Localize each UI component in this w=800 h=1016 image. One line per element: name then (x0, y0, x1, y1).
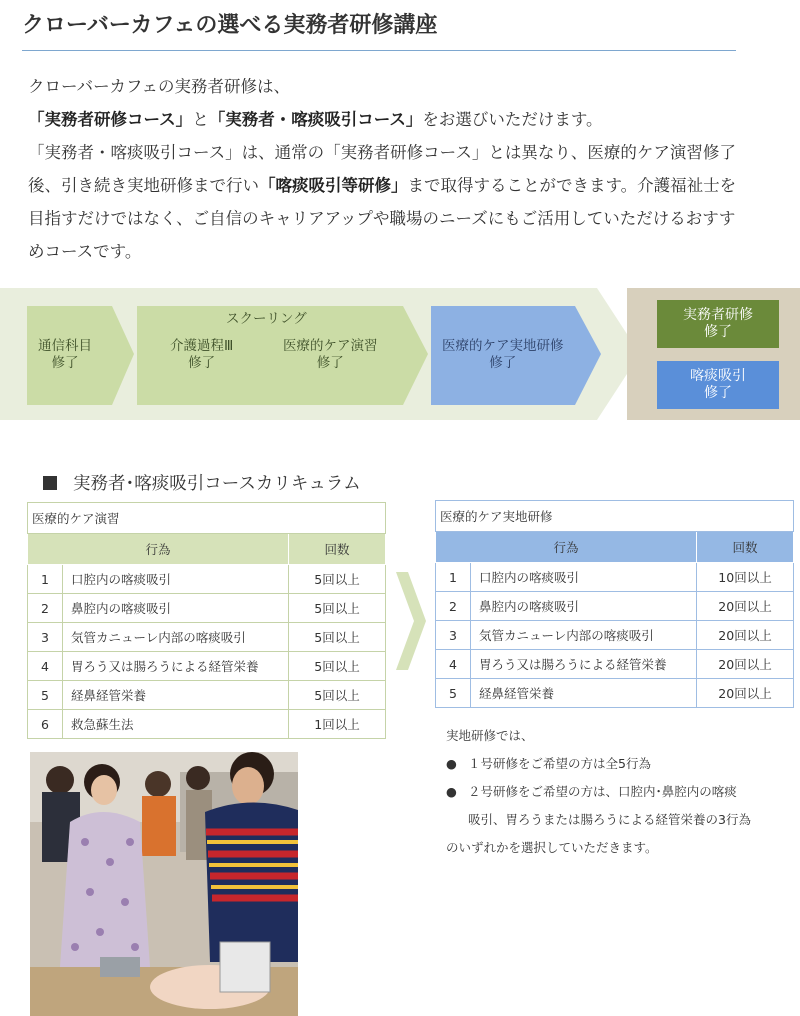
square-bullet-icon (43, 476, 57, 490)
row-number: 4 (28, 652, 63, 681)
row-count: 20回以上 (697, 650, 794, 679)
flow-step-2a-label: 介護過程Ⅲ (170, 338, 234, 354)
curriculum-heading (43, 470, 361, 495)
row-action: 口腔内の喀痰吸引 (471, 563, 697, 592)
row-number: 3 (436, 621, 471, 650)
intro-line-2-tail: をお選びいただけます。 (422, 110, 603, 129)
note-item-2 (446, 778, 796, 806)
row-action: 口腔内の喀痰吸引 (63, 565, 289, 594)
row-number: 1 (28, 565, 63, 594)
table-body (28, 565, 386, 739)
row-action: 経鼻経管栄養 (471, 679, 697, 708)
intro-line-2 (28, 103, 738, 136)
course-name-2: 「実務者・喀痰吸引コース」 (208, 110, 423, 129)
row-count: 20回以上 (697, 679, 794, 708)
row-action: 経鼻経管栄養 (63, 681, 289, 710)
table-caption: 医療的ケア演習 (28, 503, 386, 534)
result-suction-complete (657, 361, 779, 409)
note-item-1-text: １号研修をご希望の方は全5行為 (468, 756, 651, 771)
intro-line-1: クローバーカフェの実務者研修は、 (28, 77, 291, 96)
row-number: 5 (436, 679, 471, 708)
row-number: 2 (28, 594, 63, 623)
intro-highlight: 「喀痰吸引等研修」 (259, 176, 408, 195)
practice-notes (446, 722, 796, 862)
flow-step-2a (170, 338, 233, 372)
column-header-action: 行為 (28, 534, 289, 565)
table-row (28, 710, 386, 739)
row-count: 5回以上 (289, 565, 386, 594)
intro-line-3-pre: 「実務者・喀痰吸引コース」は、通常の「実務者研修コース」とは異なり、医療的ケア演習修了後、引き続き実地研修まで行い (28, 143, 736, 195)
curriculum-heading-text: 実務者･喀痰吸引コースカリキュラム (73, 474, 361, 494)
medical-care-exercise-table (27, 502, 386, 739)
column-header-count: 回数 (289, 534, 386, 565)
row-count: 5回以上 (289, 594, 386, 623)
table-caption: 医療的ケア実地研修 (436, 501, 794, 532)
training-photo (30, 752, 298, 1016)
result-2-label: 喀痰吸引 (690, 368, 746, 384)
note-item-2-text: ２号研修をご希望の方は、口腔内･鼻腔内の喀痰 (468, 784, 737, 799)
row-number: 2 (436, 592, 471, 621)
next-arrow-icon (396, 572, 426, 670)
row-number: 3 (28, 623, 63, 652)
clinical-practice-table (435, 500, 794, 708)
table-row (28, 681, 386, 710)
flow-step-2a-status: 修了 (188, 355, 216, 371)
intro-and: と (192, 110, 209, 129)
row-action: 胃ろう又は腸ろうによる経管栄養 (471, 650, 697, 679)
row-action: 気管カニューレ内部の喀痰吸引 (471, 621, 697, 650)
table-row (28, 565, 386, 594)
row-count: 20回以上 (697, 592, 794, 621)
table-body (436, 563, 794, 708)
row-action: 救急蘇生法 (63, 710, 289, 739)
row-number: 5 (28, 681, 63, 710)
row-count: 20回以上 (697, 621, 794, 650)
row-action: 気管カニューレ内部の喀痰吸引 (63, 623, 289, 652)
table-row (28, 623, 386, 652)
flow-step-1-label: 通信科目 (38, 338, 92, 354)
intro-line-3-post: まで取得することができます。介護福祉士を目指すだけではなく、ご自信のキャリアアップや職場のニーズにもご活用していただけるおすすめコースです。 (28, 176, 737, 261)
table-row (436, 563, 794, 592)
row-count: 5回以上 (289, 681, 386, 710)
note-item-2-cont: 吸引、胃ろうまたは腸ろうによる経管栄養の3行為 (468, 812, 751, 827)
column-header-action: 行為 (436, 532, 697, 563)
intro-paragraph (28, 136, 738, 268)
result-1-status: 修了 (704, 324, 732, 340)
table-row (436, 650, 794, 679)
row-action: 胃ろう又は腸ろうによる経管栄養 (63, 652, 289, 681)
row-number: 4 (436, 650, 471, 679)
row-action: 鼻腔内の喀痰吸引 (471, 592, 697, 621)
bullet-icon: ● (446, 784, 457, 799)
table-row (436, 679, 794, 708)
flow-step-3 (442, 338, 564, 372)
note-item-1 (446, 750, 796, 778)
table-row (28, 594, 386, 623)
row-number: 6 (28, 710, 63, 739)
flow-step-2b-label: 医療的ケア演習 (283, 338, 378, 354)
table-row (436, 621, 794, 650)
column-header-count: 回数 (697, 532, 794, 563)
result-practitioner-complete (657, 300, 779, 348)
row-action: 鼻腔内の喀痰吸引 (63, 594, 289, 623)
notes-outro: のいずれかを選択していただきます。 (446, 840, 658, 855)
training-photo-illustration (30, 752, 298, 1016)
course-flow (0, 288, 650, 420)
flow-schooling-label: スクーリング (226, 311, 307, 327)
flow-step-3-label: 医療的ケア実地研修 (442, 338, 564, 354)
row-count: 1回以上 (289, 710, 386, 739)
result-1-label: 実務者研修 (683, 307, 753, 323)
flow-step-1 (38, 338, 92, 372)
row-count: 5回以上 (289, 652, 386, 681)
intro-text (28, 70, 738, 268)
result-2-status: 修了 (704, 385, 732, 401)
row-number: 1 (436, 563, 471, 592)
course-name-1: 「実務者研修コース」 (28, 110, 193, 129)
notes-intro: 実地研修では、 (446, 728, 534, 743)
page-header (22, 10, 736, 51)
bullet-icon: ● (446, 756, 457, 771)
row-count: 5回以上 (289, 623, 386, 652)
table-row (436, 592, 794, 621)
page-title: クローバーカフェの選べる実務者研修講座 (22, 13, 438, 38)
flow-step-2b-status: 修了 (316, 355, 344, 371)
flow-step-3-status: 修了 (489, 355, 517, 371)
table-row (28, 652, 386, 681)
row-count: 10回以上 (697, 563, 794, 592)
flow-step-1-status: 修了 (51, 355, 79, 371)
flow-step-2b (283, 338, 378, 372)
